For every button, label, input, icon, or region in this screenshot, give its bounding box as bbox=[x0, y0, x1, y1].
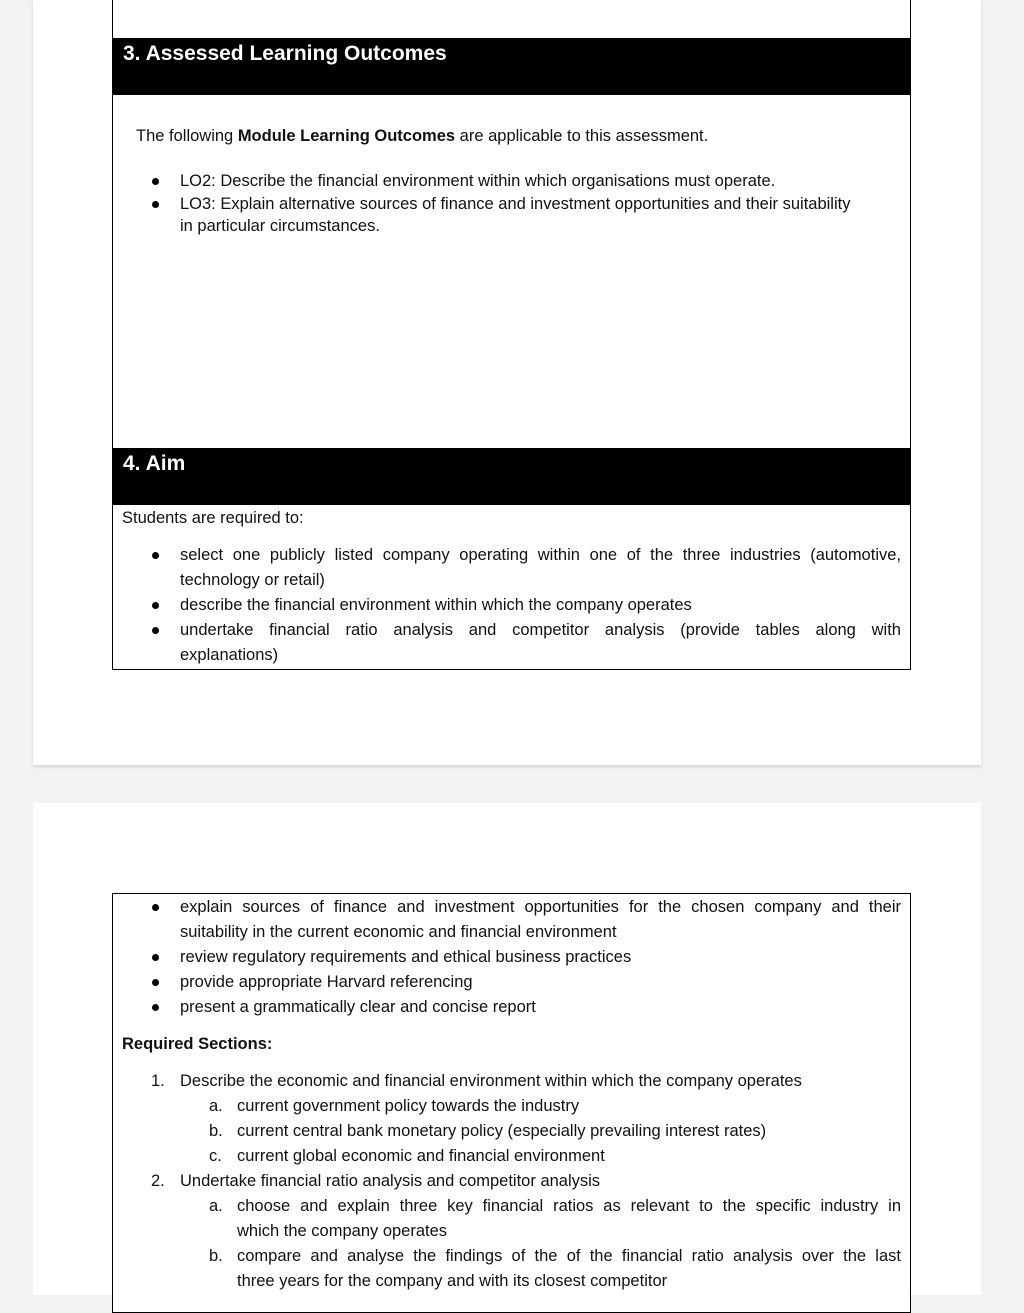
outcome-lo3-cont: in particular circumstances. bbox=[180, 217, 380, 235]
outcome-lo2: LO2: Describe the financial environment within which organisations must operate. bbox=[180, 172, 776, 190]
section-4-header: 4. Aim bbox=[113, 449, 910, 505]
aim-bullet-1-cont: technology or retail) bbox=[180, 571, 325, 589]
aim-bullet-4-cont: suitability in the current economic and financial environment bbox=[180, 923, 617, 941]
bullet-icon bbox=[152, 1004, 159, 1011]
required-item-2b-cont: three years for the company and with its closest competitor bbox=[237, 1272, 668, 1290]
list-letter: b. bbox=[209, 1247, 223, 1265]
bullet-icon bbox=[152, 552, 159, 559]
bullet-icon bbox=[152, 979, 159, 986]
list-number: 1. bbox=[151, 1072, 165, 1090]
bullet-icon bbox=[152, 904, 159, 911]
bullet-icon bbox=[152, 602, 159, 609]
outcome-lo3: LO3: Explain alternative sources of finance and investment opportunities and their suitability bbox=[180, 195, 851, 213]
list-letter: b. bbox=[209, 1122, 223, 1140]
aim-bullet-6: provide appropriate Harvard referencing bbox=[180, 973, 473, 991]
required-item-1c: current global economic and financial environment bbox=[237, 1147, 605, 1165]
list-letter: c. bbox=[209, 1147, 222, 1165]
aim-bullet-2: describe the financial environment within which the company operates bbox=[180, 596, 692, 614]
required-item-2a-cont: which the company operates bbox=[237, 1222, 448, 1240]
bullet-icon bbox=[152, 201, 159, 208]
required-item-1a: current government policy towards the industry bbox=[237, 1097, 580, 1115]
aim-intro: Students are required to: bbox=[122, 509, 304, 527]
required-sections-heading: Required Sections: bbox=[122, 1035, 273, 1053]
section-3-header: 3. Assessed Learning Outcomes bbox=[113, 39, 910, 95]
aim-bullet-4: explain sources of finance and investment opportunities for the chosen company and their bbox=[180, 898, 901, 916]
required-item-2b: compare and analyse the findings of the of the financial ratio analysis over the last bbox=[237, 1247, 901, 1265]
required-item-1: Describe the economic and financial environment within which the company operates bbox=[180, 1072, 802, 1090]
bullet-icon bbox=[152, 627, 159, 634]
required-item-1b: current central bank monetary policy (especially prevailing interest rates) bbox=[237, 1122, 767, 1140]
aim-bullet-7: present a grammatically clear and concise report bbox=[180, 998, 536, 1016]
previous-section-box bbox=[112, 0, 911, 39]
aim-bullet-3: undertake financial ratio analysis and competitor analysis (provide tables along with bbox=[180, 621, 901, 639]
aim-bullet-3-cont: explanations) bbox=[180, 646, 279, 664]
aim-bullet-1: select one publicly listed company operating within one of the three industries (automotive, bbox=[180, 546, 901, 564]
bullet-icon bbox=[152, 954, 159, 961]
required-item-2a: choose and explain three key financial ratios as relevant to the specific industry in bbox=[237, 1197, 901, 1215]
learning-outcomes-section bbox=[112, 38, 911, 450]
required-item-2: Undertake financial ratio analysis and competitor analysis bbox=[180, 1172, 601, 1190]
list-letter: a. bbox=[209, 1197, 223, 1215]
aim-bullet-5: review regulatory requirements and ethical business practices bbox=[180, 948, 632, 966]
list-number: 2. bbox=[151, 1172, 165, 1190]
outcomes-intro: The following Module Learning Outcomes are applicable to this assessment. bbox=[136, 127, 709, 145]
list-letter: a. bbox=[209, 1097, 223, 1115]
bullet-icon bbox=[152, 178, 159, 185]
